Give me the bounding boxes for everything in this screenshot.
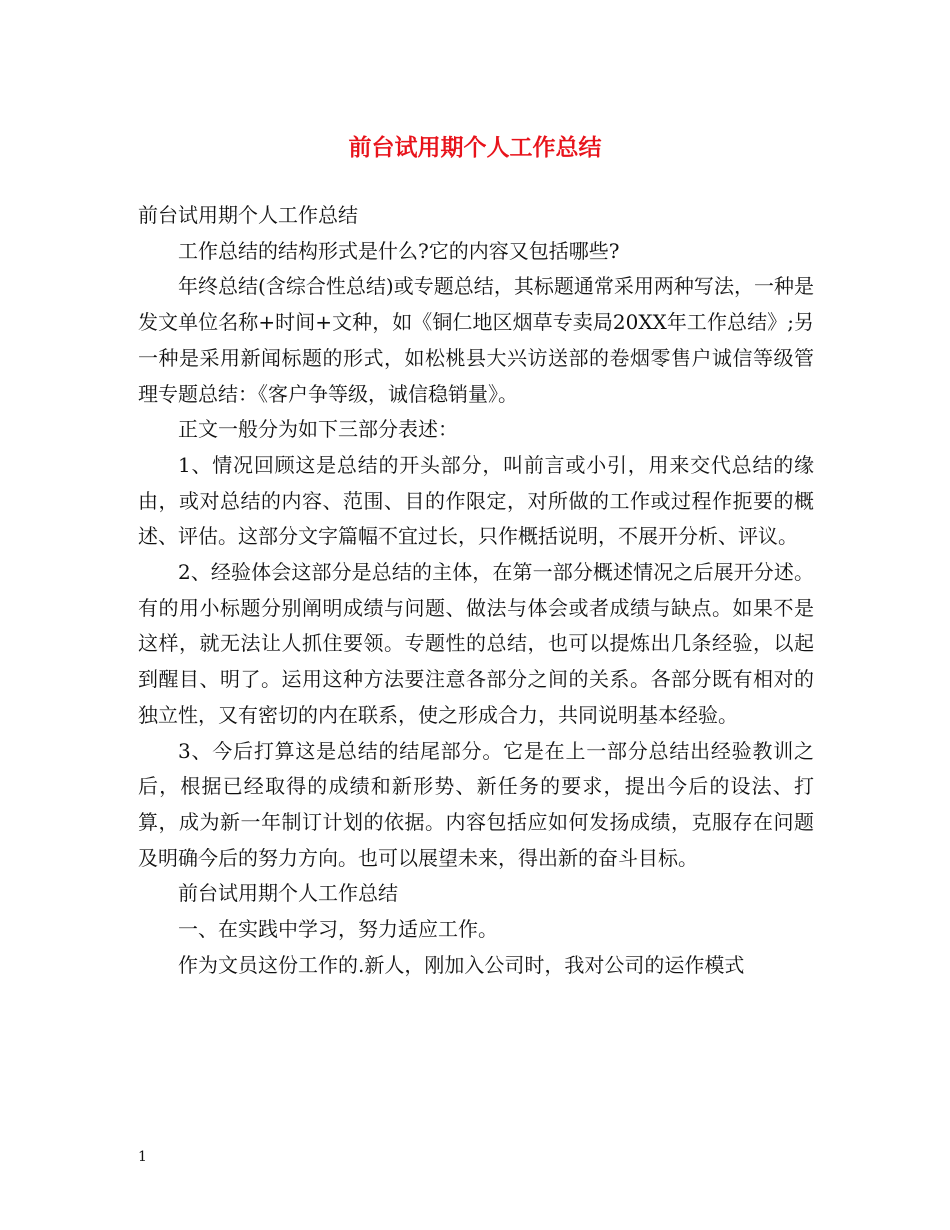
paragraph: 正文一般分为如下三部分表述： [178, 417, 458, 442]
paragraph: 1、情况回顾这是总结的开头部分，叫前言或小引，用来交代总结的缘由，或对总结的内容、范围、目的作限定，对所做的工作或过程作扼要的概述、评估。这部分文字篇幅不宜过长，只作概括说明，不展开分析、评议。 [138, 452, 814, 549]
paragraph: 年终总结(含综合性总结)或专题总结，其标题通常采用两种写法，一种是发文单位名称+时间+文种，如《铜仁地区烟草专卖局20XX年工作总结》;另一种是采用新闻标题的形式，如松桃县大兴访送部的卷烟零售户诚信等级管理专题总结：《客户争等级，诚信稳销量》。 [138, 274, 814, 406]
document-title: 前台试用期个人工作总结 [348, 135, 602, 161]
paragraph: 一、在实践中学习，努力适应工作。 [178, 917, 498, 942]
paragraph: 3、今后打算这是总结的结尾部分。它是在上一部分总结出经验教训之后，根据已经取得的成绩和新形势、新任务的要求，提出今后的设法、打算，成为新一年制订计划的依据。内容包括应如何发扬成绩，克服存在问题及明确今后的努力方向。也可以展望未来，得出新的奋斗目标。 [138, 738, 814, 870]
paragraph: 2、经验体会这部分是总结的主体，在第一部分概述情况之后展开分述。有的用小标题分别阐明成绩与问题、做法与体会或者成绩与缺点。如果不是这样，就无法让人抓住要领。专题性的总结，也可以提炼出几条经验，以起到醒目、明了。运用这种方法要注意各部分之间的关系。各部分既有相对的独立性，又有密切的内在联系，使之形成合力，共同说明基本经验。 [138, 560, 814, 727]
paragraph: 工作总结的结构形式是什么?它的内容又包括哪些? [178, 238, 620, 263]
paragraph-heading: 前台试用期个人工作总结 [138, 203, 358, 227]
paragraph: 作为文员这份工作的.新人，刚加入公司时，我对公司的运作模式 [178, 952, 745, 977]
paragraph: 前台试用期个人工作总结 [178, 881, 398, 906]
document-body [138, 198, 814, 983]
page-number: 1 [138, 1149, 147, 1165]
